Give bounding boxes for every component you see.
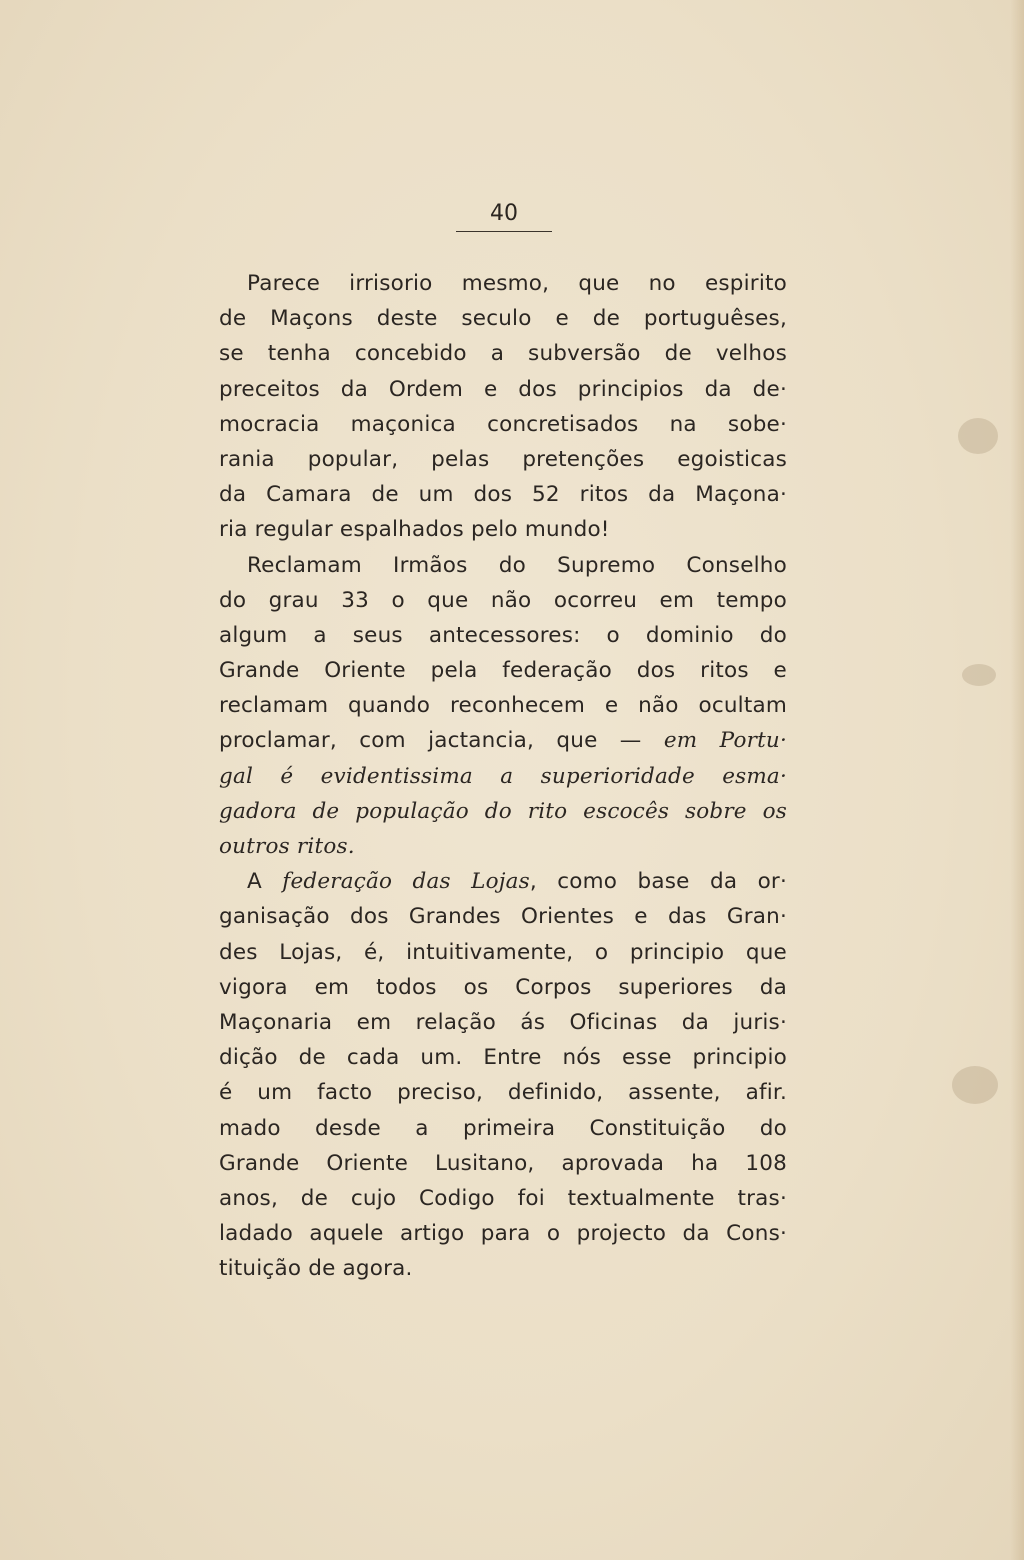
text-line: ladado aquele artigo para o projecto da Cons· — [219, 1221, 787, 1247]
page-number: 40 — [490, 201, 518, 226]
text-line: gadora de população do rito escocês sobre os — [219, 798, 787, 824]
italic-text: em Portu· — [663, 728, 787, 754]
text-line: A federação das Lojas, como base da or· — [247, 869, 787, 895]
text-line: reclamam quando reconhecem e não ocultam — [219, 693, 787, 719]
text-line: ganisação dos Grandes Orientes e das Gran· — [219, 904, 787, 930]
body-text — [219, 266, 787, 1286]
text-line: Grande Oriente pela federação dos ritos e — [219, 658, 787, 684]
text-line: tituição de agora. — [219, 1256, 413, 1282]
text-line: se tenha concebido a subversão de velhos — [219, 341, 787, 367]
text-line: Reclamam Irmãos do Supremo Conselho — [247, 552, 787, 578]
text-line: da Camara de um dos 52 ritos da Maçona· — [219, 482, 787, 508]
text-line: ria regular espalhados pelo mundo! — [219, 517, 610, 543]
paper-stain — [958, 418, 998, 454]
italic-text: federação das Lojas — [282, 869, 530, 895]
text-line: gal é evidentissima a superioridade esma· — [219, 763, 787, 789]
page-edge-shadow — [1010, 0, 1024, 1560]
text-line: é um facto preciso, definido, assente, afir. — [219, 1080, 787, 1106]
text-line: Grande Oriente Lusitano, aprovada ha 108 — [219, 1150, 787, 1176]
text-line: outros ritos. — [219, 834, 355, 859]
text-line: preceitos da Ordem e dos principios da de· — [219, 376, 787, 402]
text-line: vigora em todos os Corpos superiores da — [219, 974, 787, 1000]
text-line: mado desde a primeira Constituição do — [219, 1115, 787, 1141]
page-number-rule — [456, 231, 552, 232]
text-line: proclamar, com jactancia, que — em Portu· — [219, 728, 787, 754]
text-line: rania popular, pelas pretenções egoisticas — [219, 446, 787, 472]
paper-stain — [952, 1066, 998, 1104]
text-line: algum a seus antecessores: o dominio do — [219, 622, 787, 648]
paper-stain — [962, 664, 996, 686]
text-line: des Lojas, é, intuitivamente, o principio que — [219, 939, 787, 965]
text-line: anos, de cujo Codigo foi textualmente tras· — [219, 1185, 787, 1211]
text-line: do grau 33 o que não ocorreu em tempo — [219, 587, 787, 613]
text-line: de Maçons deste seculo e de portuguêses, — [219, 306, 787, 332]
text-line: dição de cada um. Entre nós esse principio — [219, 1045, 787, 1071]
text-line: Parece irrisorio mesmo, que no espirito — [247, 271, 787, 296]
text-line: mocracia maçonica concretisados na sobe· — [219, 411, 787, 437]
text-line: Maçonaria em relação ás Oficinas da juris· — [219, 1009, 787, 1035]
